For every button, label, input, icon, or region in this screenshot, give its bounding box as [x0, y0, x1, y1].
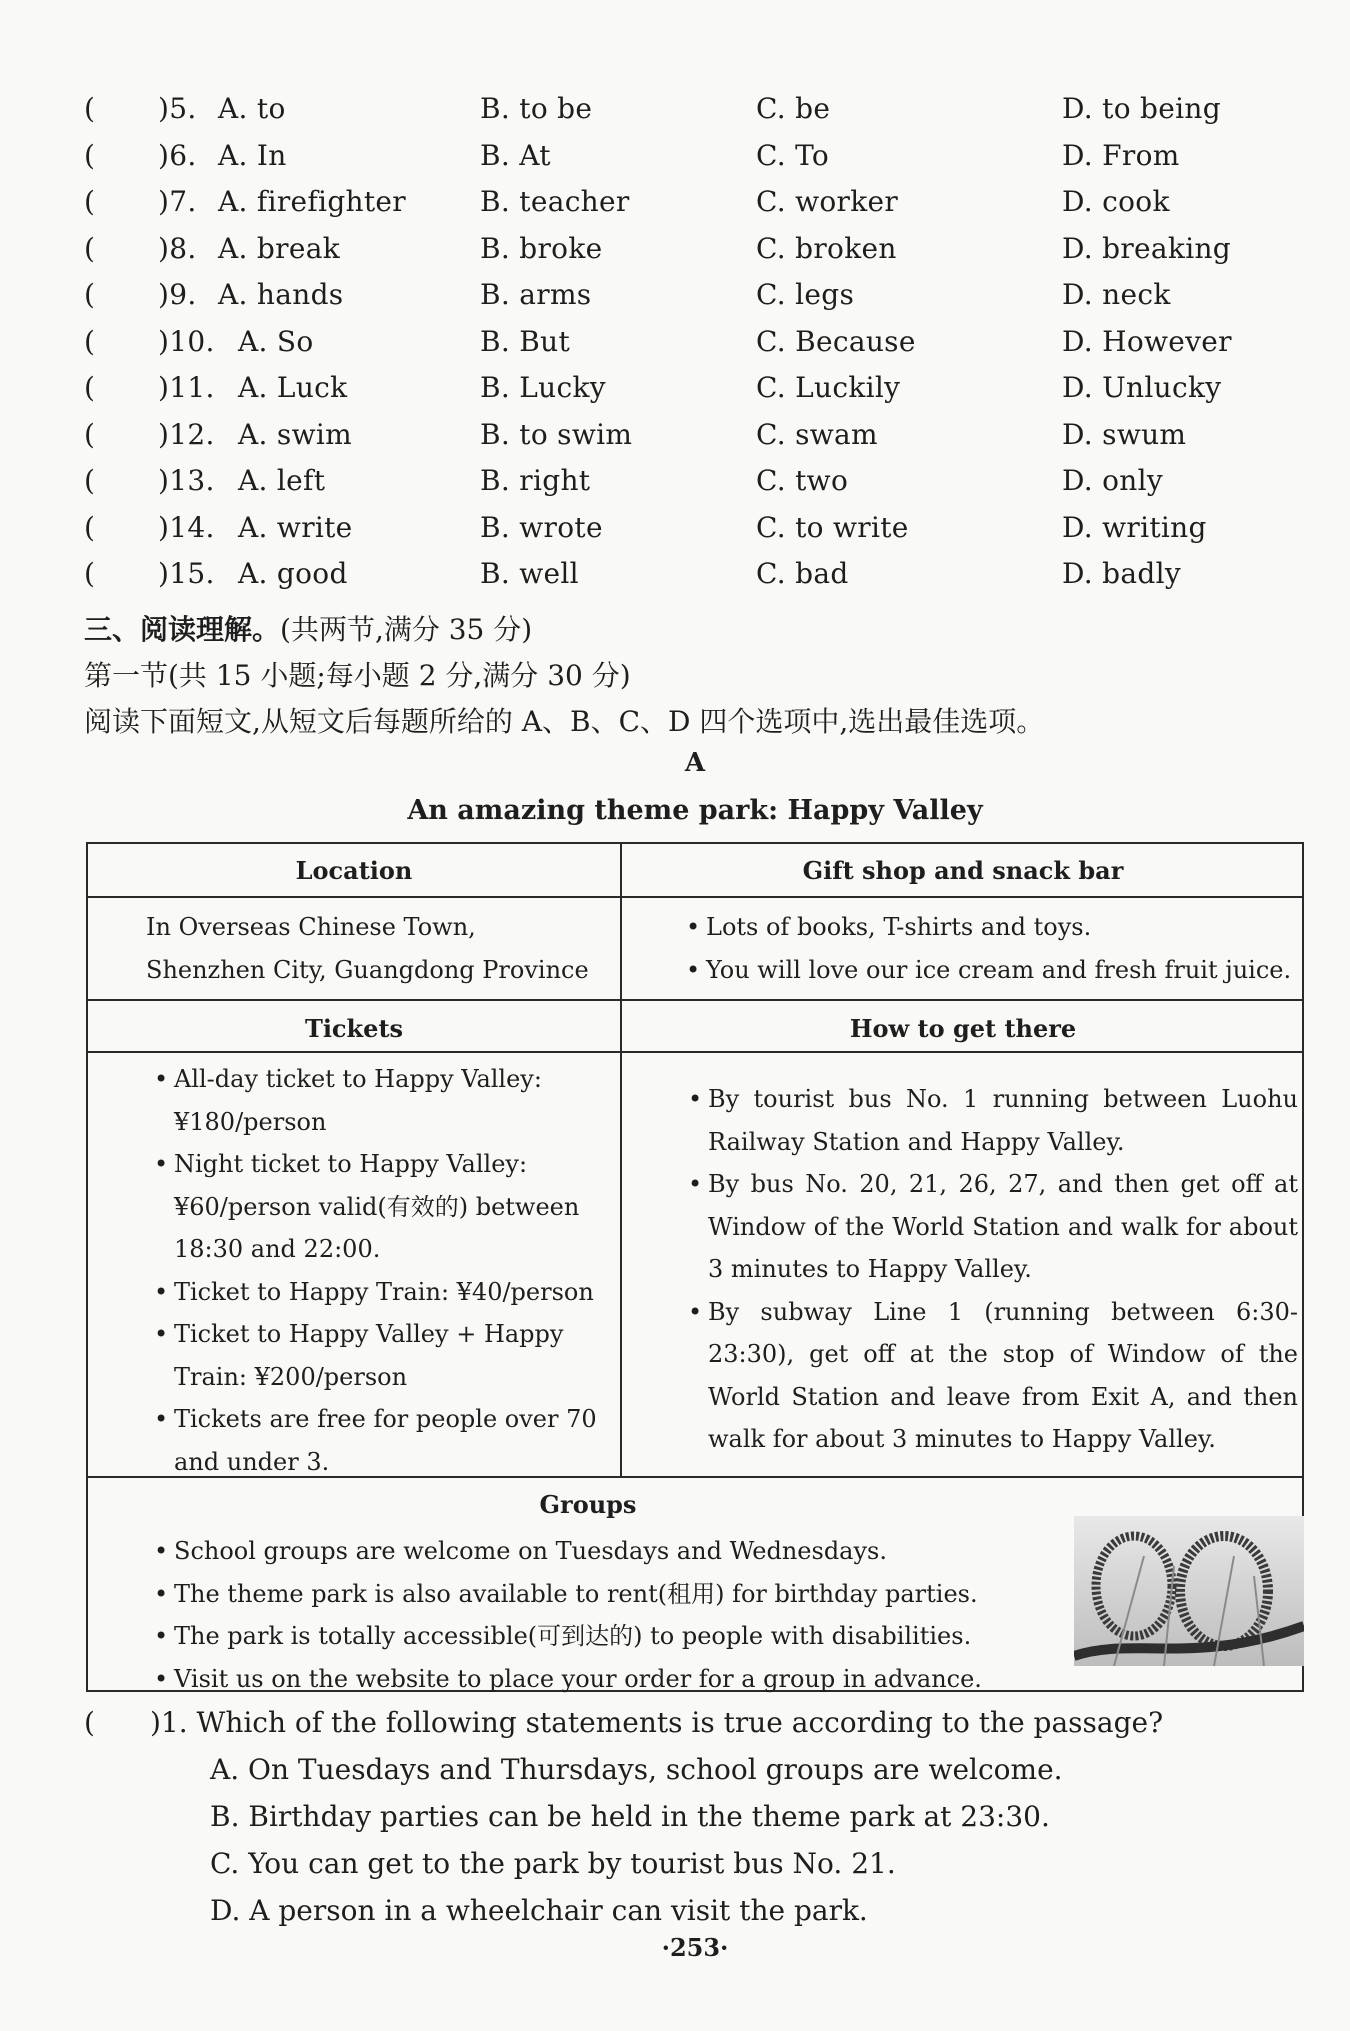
cloze-row: [84, 557, 1264, 604]
gift-cell: [686, 906, 1296, 992]
answer-paren: (: [84, 138, 96, 172]
group-item: • School groups are welcome on Tuesdays and Wednesdays.: [154, 1530, 1054, 1573]
option-c: C. worker: [756, 185, 899, 218]
option-c: C. broken: [756, 231, 897, 265]
row-divider: [88, 999, 1302, 1001]
option-b: B. arms: [480, 278, 592, 311]
answer-paren: (: [84, 278, 96, 311]
passage-letter: A: [684, 748, 706, 778]
option-a: A. In: [218, 138, 287, 172]
column-divider: [620, 844, 622, 1476]
answer-paren: (: [84, 185, 96, 218]
option-b: B. teacher: [480, 185, 630, 218]
cloze-row: [84, 325, 1264, 372]
cloze-row: [84, 278, 1264, 325]
passage-title: An amazing theme park: Happy Valley: [407, 795, 983, 826]
cloze-number: )6.: [158, 138, 197, 172]
howto-item: • By tourist bus No. 1 running between Luohu Railway Station and Happy Valley.: [688, 1078, 1298, 1163]
answer-paren: (: [84, 464, 96, 497]
option-d: D. neck: [1062, 278, 1171, 311]
cloze-row: [84, 464, 1264, 511]
ticket-item: • Ticket to Happy Train: ¥40/person: [154, 1271, 614, 1314]
answer-paren: (: [84, 371, 96, 404]
subsection-title: 第一节(共 15 小题;每小题 2 分,满分 30 分): [84, 659, 631, 692]
option-c: C. To: [756, 138, 830, 172]
tickets-cell: [154, 1058, 614, 1483]
option-c: C. Because: [756, 324, 916, 358]
cloze-row: [84, 418, 1264, 465]
group-item: • Visit us on the website to place your order for a group in advance.: [154, 1658, 1054, 1701]
howto-cell: [688, 1078, 1298, 1461]
ticket-item: • All-day ticket to Happy Valley: ¥180/person: [154, 1058, 614, 1143]
option-a: A. break: [218, 231, 340, 265]
cloze-number: )12.: [158, 417, 215, 451]
question-option: D. A person in a wheelchair can visit the park.: [210, 1894, 868, 1927]
option-d: D. swum: [1062, 417, 1187, 451]
ticket-item: • Tickets are free for people over 70 and under 3.: [154, 1398, 614, 1483]
cloze-number: )13.: [158, 464, 215, 497]
option-a: A. left: [238, 464, 326, 497]
location-header: Location: [295, 856, 413, 885]
option-d: D. cook: [1062, 185, 1170, 218]
cloze-row: [84, 511, 1264, 558]
option-b: B. to be: [480, 92, 593, 125]
cloze-number: )9.: [158, 278, 197, 311]
info-table: [86, 842, 1304, 1692]
groups-header: Groups: [539, 1490, 637, 1519]
option-d: D. to being: [1062, 92, 1221, 125]
answer-paren: (: [84, 510, 96, 544]
cloze-number: )15.: [158, 557, 215, 590]
option-b: B. right: [480, 464, 591, 497]
ticket-item: • Ticket to Happy Valley + Happy Train: ¥200/person: [154, 1313, 614, 1398]
page-number: ·253·: [661, 1933, 729, 1962]
ticket-item: • Night ticket to Happy Valley: ¥60/person valid(有效的) between 18:30 and 22:00.: [154, 1143, 614, 1271]
cloze-number: )7.: [158, 185, 197, 218]
cloze-number: )5.: [158, 92, 197, 125]
group-item: • The park is totally accessible(可到达的) to people with disabilities.: [154, 1615, 1054, 1658]
row-divider: [88, 1051, 1302, 1053]
option-d: D. only: [1062, 464, 1164, 497]
section-title-note: (共两节,满分 35 分): [280, 613, 533, 646]
option-a: A. good: [238, 557, 348, 590]
question-option: A. On Tuesdays and Thursdays, school groups are welcome.: [210, 1753, 1063, 1786]
option-a: A. hands: [218, 278, 344, 311]
option-d: D. From: [1062, 138, 1180, 172]
answer-paren: (: [84, 92, 96, 125]
group-item: • The theme park is also available to rent(租用) for birthday parties.: [154, 1573, 1054, 1616]
option-c: C. to write: [756, 510, 909, 544]
cloze-row: [84, 232, 1264, 279]
cloze-options: [84, 92, 1264, 604]
cloze-row: [84, 139, 1264, 186]
location-cell: [146, 906, 606, 992]
option-b: B. At: [480, 138, 551, 172]
location-line: Shenzhen City, Guangdong Province: [146, 956, 589, 984]
option-a: A. write: [238, 510, 353, 544]
howto-item: • By subway Line 1 (running between 6:30-23:30), get off at the stop of Window of the World Station and leave from Exit A, and then walk for about 3 minutes to Happy Valley.: [688, 1291, 1298, 1461]
option-a: A. Luck: [238, 371, 348, 404]
question-option: B. Birthday parties can be held in the theme park at 23:30.: [210, 1800, 1050, 1833]
groups-cell: [154, 1530, 1054, 1700]
option-b: B. Lucky: [480, 371, 606, 404]
cloze-row: [84, 92, 1264, 139]
option-d: D. breaking: [1062, 231, 1232, 265]
cloze-row: [84, 185, 1264, 232]
option-c: C. two: [756, 464, 849, 497]
cloze-number: )11.: [158, 371, 215, 404]
gift-item: • Lots of books, T-shirts and toys.: [686, 906, 1296, 949]
gift-item: • You will love our ice cream and fresh fruit juice.: [686, 949, 1296, 992]
cloze-number: )10.: [158, 324, 215, 358]
question-option: C. You can get to the park by tourist bus No. 21.: [210, 1847, 896, 1880]
option-c: C. legs: [756, 278, 855, 311]
option-b: B. well: [480, 557, 579, 590]
option-d: D. badly: [1062, 557, 1181, 590]
answer-paren: (: [84, 1706, 95, 1739]
option-b: B. wrote: [480, 510, 603, 544]
option-b: B. broke: [480, 231, 603, 265]
cloze-number: )14.: [158, 510, 215, 544]
location-line: In Overseas Chinese Town,: [146, 913, 476, 941]
question-stem: )1. Which of the following statements is true according to the passage?: [150, 1706, 1164, 1739]
option-c: C. be: [756, 92, 831, 125]
option-a: A. to: [218, 92, 286, 125]
tickets-header: Tickets: [304, 1014, 404, 1043]
option-a: A. firefighter: [218, 185, 406, 218]
option-d: D. However: [1062, 324, 1232, 358]
answer-paren: (: [84, 231, 96, 265]
option-a: A. So: [238, 324, 314, 358]
cloze-row: [84, 371, 1264, 418]
howto-item: • By bus No. 20, 21, 26, 27, and then get off at Window of the World Station and walk for about 3 minutes to Happy Valley.: [688, 1163, 1298, 1291]
option-b: B. But: [480, 324, 571, 358]
section-title: 三、阅读理解。(共两节,满分 35 分): [84, 613, 533, 646]
option-b: B. to swim: [480, 417, 633, 451]
row-divider: [88, 896, 1302, 898]
option-c: C. bad: [756, 557, 849, 590]
option-d: D. writing: [1062, 510, 1207, 544]
gift-header: Gift shop and snack bar: [802, 856, 1124, 885]
answer-paren: (: [84, 417, 96, 451]
cloze-number: )8.: [158, 231, 197, 265]
answer-paren: (: [84, 324, 96, 358]
instruction: 阅读下面短文,从短文后每题所给的 A、B、C、D 四个选项中,选出最佳选项。: [84, 705, 1045, 738]
answer-paren: (: [84, 557, 96, 590]
option-c: C. Luckily: [756, 371, 901, 404]
roller-coaster-photo: [1074, 1516, 1304, 1666]
howto-header: How to get there: [849, 1014, 1077, 1043]
option-a: A. swim: [238, 417, 352, 451]
option-d: D. Unlucky: [1062, 371, 1222, 404]
option-c: C. swam: [756, 417, 878, 451]
